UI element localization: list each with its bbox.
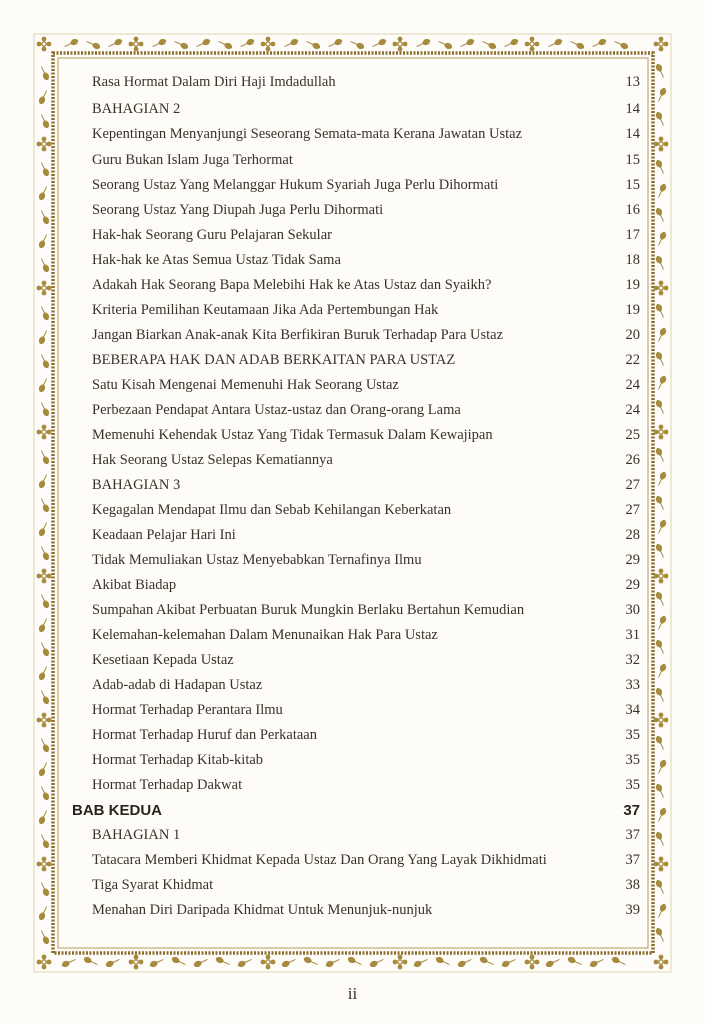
toc-entry-page: 29 (625, 552, 640, 568)
toc-entry-title: Seorang Ustaz Yang Diupah Juga Perlu Dihormati (92, 202, 384, 218)
toc-entry-title: Sumpahan Akibat Perbuatan Buruk Mungkin Berlaku Bertahun Kemudian (92, 602, 525, 618)
toc-entry-title: Guru Bukan Islam Juga Terhormat (92, 152, 293, 168)
toc-entry-page: 32 (625, 652, 640, 668)
toc-entry (70, 227, 640, 244)
toc-entry (70, 302, 640, 319)
toc-entry-page: 24 (625, 377, 640, 393)
toc-entry-title: Rasa Hormat Dalam Diri Haji Imdadullah (92, 74, 336, 90)
toc-entry-page: 24 (625, 402, 640, 418)
toc-entry (70, 427, 640, 444)
toc-entry-page: 35 (625, 777, 640, 793)
toc-chapter-heading (70, 802, 640, 819)
toc-entry (70, 452, 640, 469)
toc-entry (70, 552, 640, 569)
toc-entry-page: 33 (625, 677, 640, 693)
toc-entry-page: 16 (625, 202, 640, 218)
toc-entry-page: 15 (625, 177, 640, 193)
toc-entry-page: 13 (625, 74, 640, 90)
toc-entry (70, 352, 640, 369)
toc-entry-page: 14 (625, 101, 640, 117)
toc-entry-title: Perbezaan Pendapat Antara Ustaz-ustaz dan Orang-orang Lama (92, 402, 461, 418)
toc-entry (70, 377, 640, 394)
toc-entry-page: 27 (625, 502, 640, 518)
toc-entry-title: BEBERAPA HAK DAN ADAB BERKAITAN PARA USTAZ (92, 352, 456, 368)
toc-entry-title: Akibat Biadap (92, 577, 177, 593)
toc-entry-page: 14 (625, 126, 640, 142)
toc-entry-page: 20 (625, 327, 640, 343)
toc-entry (70, 752, 640, 769)
toc-entry-title: Tiga Syarat Khidmat (92, 877, 214, 893)
toc-entry-page: 17 (625, 227, 640, 243)
toc-entry (70, 902, 640, 919)
toc-entry-title: Keadaan Pelajar Hari Ini (92, 527, 236, 543)
toc-entry (70, 777, 640, 794)
toc-entry-title: Memenuhi Kehendak Ustaz Yang Tidak Termasuk Dalam Kewajipan (92, 427, 493, 443)
toc-entry-page: 22 (625, 352, 640, 368)
toc-entry-page: 31 (625, 627, 640, 643)
toc-entry (70, 202, 640, 219)
toc-entry (70, 252, 640, 269)
toc-entry-title: Tidak Memuliakan Ustaz Menyebabkan Ternafinya Ilmu (92, 552, 422, 568)
toc-entry (70, 627, 640, 644)
toc-entry-title: Kepentingan Menyanjungi Seseorang Semata-mata Kerana Jawatan Ustaz (92, 126, 523, 142)
toc-entry-title: Adakah Hak Seorang Bapa Melebihi Hak ke Atas Ustaz dan Syaikh? (92, 277, 492, 293)
toc-entry-title: Hak-hak ke Atas Semua Ustaz Tidak Sama (92, 252, 341, 268)
toc-entry (70, 727, 640, 744)
toc-entry-title: Kriteria Pemilihan Keutamaan Jika Ada Pertembungan Hak (92, 302, 439, 318)
toc-entry (70, 477, 640, 494)
toc-entry-page: 19 (625, 277, 640, 293)
toc-entry-title: Hak Seorang Ustaz Selepas Kematiannya (92, 452, 333, 468)
toc-entry-page: 37 (625, 827, 640, 843)
toc-entry-page: 39 (625, 902, 640, 918)
toc-entry (70, 602, 640, 619)
toc-entry-page: 19 (625, 302, 640, 318)
toc-entry (70, 527, 640, 544)
toc-entry-page: 26 (625, 452, 640, 468)
toc-entry (70, 277, 640, 294)
toc-entry-title: Adab-adab di Hadapan Ustaz (92, 677, 263, 693)
toc-entry-title: Tatacara Memberi Khidmat Kepada Ustaz Dan Orang Yang Layak Dikhidmati (92, 852, 547, 868)
toc-entry-page: 30 (625, 602, 640, 618)
toc-entry-page: 25 (625, 427, 640, 443)
toc-entry (70, 152, 640, 169)
toc-entry (70, 101, 640, 118)
toc-entry-title: Jangan Biarkan Anak-anak Kita Berfikiran Buruk Terhadap Para Ustaz (92, 327, 504, 343)
toc-entry-title: Menahan Diri Daripada Khidmat Untuk Menunjuk-nunjuk (92, 902, 433, 918)
toc-entry-title: Satu Kisah Mengenai Memenuhi Hak Seorang Ustaz (92, 377, 399, 393)
toc-entry-page: 37 (625, 852, 640, 868)
toc-entry-title: Kesetiaan Kepada Ustaz (92, 652, 234, 668)
toc-entry (70, 126, 640, 143)
toc-entry-title: Hak-hak Seorang Guru Pelajaran Sekular (92, 227, 332, 243)
toc-entry (70, 677, 640, 694)
toc-entry (70, 177, 640, 194)
page-number: ii (347, 984, 358, 1003)
toc-entry-title: Hormat Terhadap Kitab-kitab (92, 752, 264, 768)
toc-entry (70, 327, 640, 344)
toc-entry-page: 28 (625, 527, 640, 543)
toc-entry (70, 402, 640, 419)
toc-entry-page: 29 (625, 577, 640, 593)
toc-entry (70, 827, 640, 844)
toc-entry-page: 15 (625, 152, 640, 168)
toc-entry-page: 38 (625, 877, 640, 893)
toc-entry-title: Hormat Terhadap Perantara Ilmu (92, 702, 283, 718)
toc-entry (70, 74, 640, 91)
toc-entry (70, 502, 640, 519)
toc-entry-title: Seorang Ustaz Yang Melanggar Hukum Syariah Juga Perlu Dihormati (92, 177, 499, 193)
toc-entry (70, 877, 640, 894)
toc-entry-title: Hormat Terhadap Dakwat (92, 777, 243, 793)
toc-entry-title: Hormat Terhadap Huruf dan Perkataan (92, 727, 317, 743)
toc-entry-page: 18 (625, 252, 640, 268)
toc-entry-title: BAB KEDUA (72, 802, 162, 819)
toc-entry-title: BAHAGIAN 1 (92, 827, 181, 843)
toc-entry-title: BAHAGIAN 2 (92, 101, 181, 117)
toc-entry-page: 34 (625, 702, 640, 718)
toc-entry-page: 37 (623, 802, 640, 819)
toc-entry-title: Kelemahan-kelemahan Dalam Menunaikan Hak Para Ustaz (92, 627, 438, 643)
toc-entry-page: 27 (625, 477, 640, 493)
toc-entry-title: BAHAGIAN 3 (92, 477, 181, 493)
toc-entry (70, 577, 640, 594)
toc-entry (70, 702, 640, 719)
toc-entry-title: Kegagalan Mendapat Ilmu dan Sebab Kehilangan Keberkatan (92, 502, 452, 518)
toc-entry-page: 35 (625, 727, 640, 743)
toc-entry-page: 35 (625, 752, 640, 768)
toc-entry (70, 852, 640, 869)
toc-entry (70, 652, 640, 669)
